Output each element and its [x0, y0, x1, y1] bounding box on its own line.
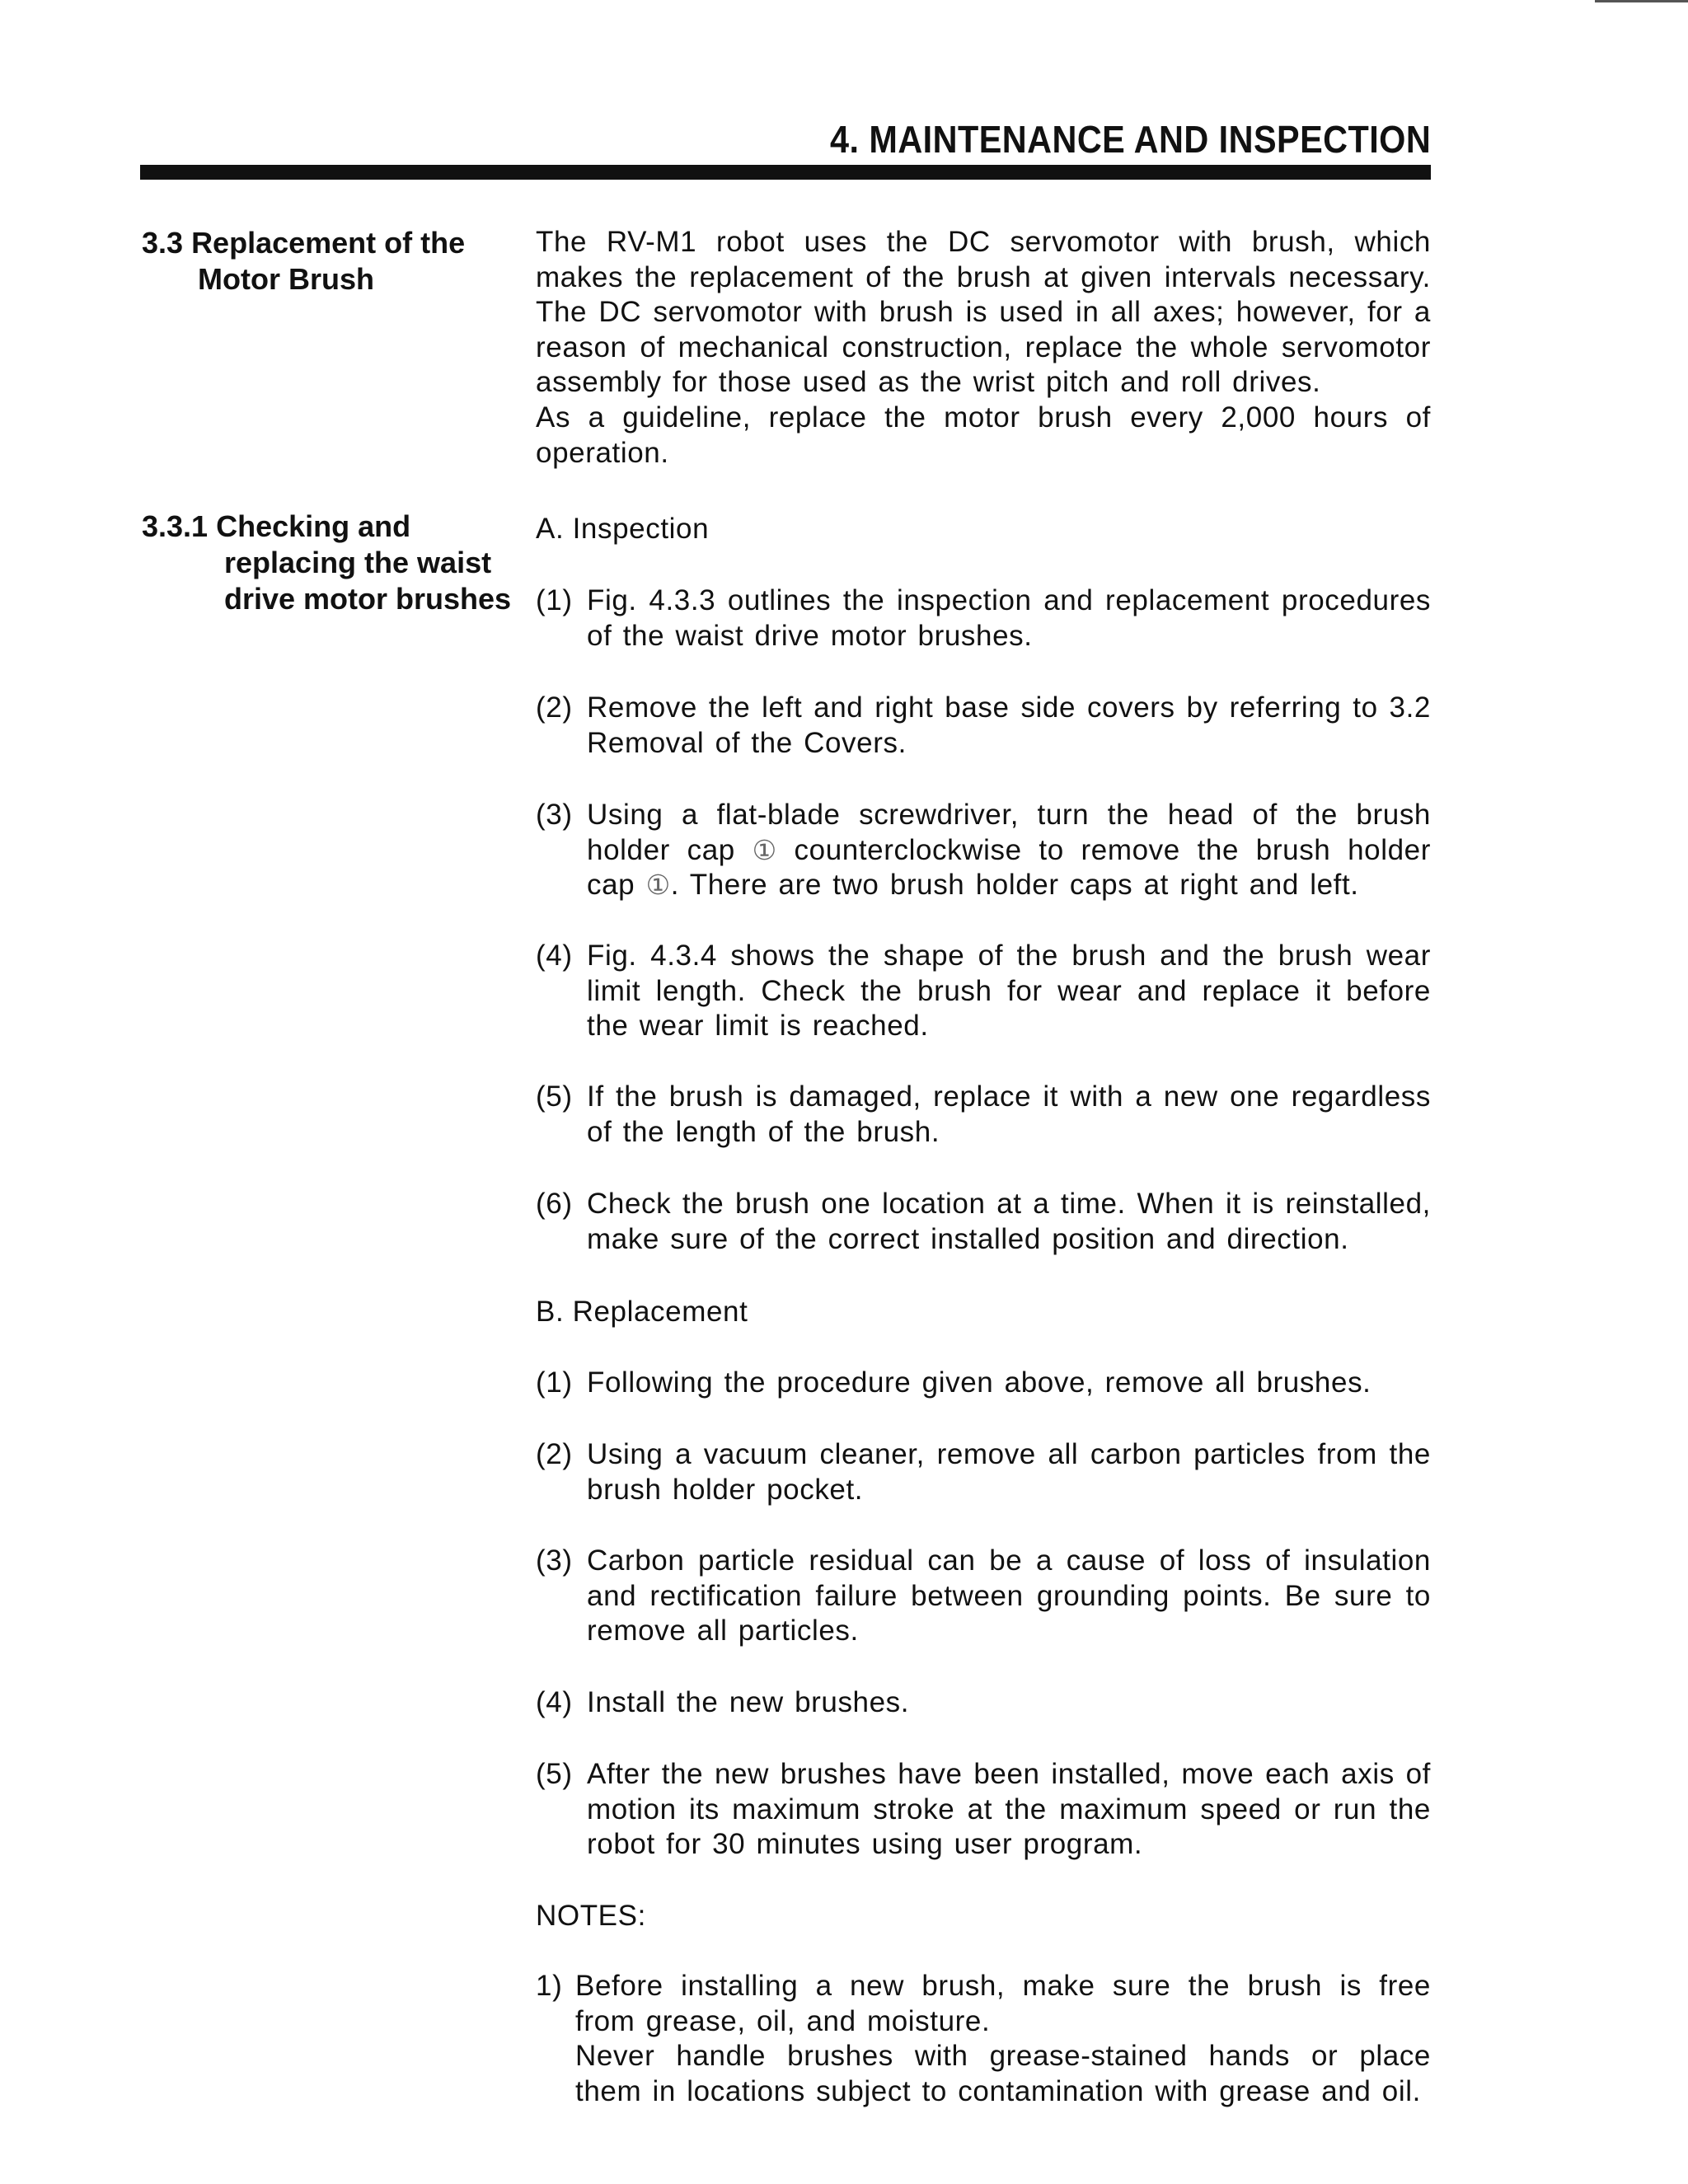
chapter-title: 4. MAINTENANCE AND INSPECTION	[829, 118, 1431, 161]
list-marker: (1)	[536, 584, 573, 616]
guideline-paragraph: As a guideline, replace the motor brush every 2,000 hours of operation.	[536, 401, 1431, 469]
list-item-text: Fig. 4.3.4 shows the shape of the brush and the brush wear limit length. Check the brush for wear and replace it before the wear limit is reached.	[587, 940, 1431, 1042]
note-item	[536, 1969, 1431, 2109]
list-item-text: After the new brushes have been installed, move each axis of motion its maximum stroke at the maximum speed or run the robot for 30 minutes using user program.	[587, 1758, 1431, 1860]
list-marker: (5)	[536, 1080, 573, 1113]
list-item	[536, 1544, 1431, 1649]
list-item-text: Check the brush one location at a time. When it is reinstalled, make sure of the correct installed position and direction.	[587, 1188, 1431, 1255]
text-run: counterclockwise to remove the brush holder cap	[587, 833, 1431, 901]
inspection-heading: A. Inspection	[536, 513, 710, 545]
list-item	[536, 691, 1431, 761]
section-title-line: Replacement of the	[191, 226, 466, 260]
section-paragraph: The RV-M1 robot uses the DC servomotor with brush, which makes the replacement of the brush at given intervals necessary. The DC servomotor with brush is used in all axes; however, for a reason of mechanical construction, replace the whole servomotor assembly for those used as the wrist pitch and roll drives.	[536, 226, 1431, 398]
section-title-line: drive motor brushes	[224, 582, 512, 616]
section-heading-3-3	[142, 225, 504, 298]
corner-rule	[1595, 0, 1688, 2]
list-marker: (2)	[536, 691, 573, 724]
section-number: 3.3	[142, 226, 184, 260]
list-item	[536, 1187, 1431, 1257]
note-text: Before installing a new brush, make sure the brush is free from grease, oil, and moisture.	[575, 1970, 1431, 2037]
list-item-text	[587, 798, 1431, 903]
list-marker: 1)	[536, 1970, 563, 2002]
list-item	[536, 1080, 1431, 1150]
circled-one-callout: ①	[752, 834, 777, 865]
list-item-text: Carbon particle residual can be a cause of loss of insulation and rectification failure between grounding points. Be sure to remove all particles.	[587, 1544, 1431, 1647]
list-item-text: If the brush is damaged, replace it with a new one regardless of the length of the brush.	[587, 1080, 1431, 1148]
list-item-text: Fig. 4.3.3 outlines the inspection and replacement procedures of the waist drive motor brushes.	[587, 584, 1431, 652]
replacement-heading: B. Replacement	[536, 1296, 748, 1328]
list-marker: (3)	[536, 1544, 573, 1577]
list-item-text: Install the new brushes.	[587, 1686, 910, 1718]
list-item	[536, 798, 1431, 903]
list-item	[536, 1366, 1431, 1401]
section-title-line: replacing the waist	[224, 546, 492, 579]
list-item-text: Remove the left and right base side covers by referring to 3.2 Removal of the Covers.	[587, 691, 1431, 759]
list-item-text: Using a vacuum cleaner, remove all carbon particles from the brush holder pocket.	[587, 1438, 1431, 1506]
list-item	[536, 583, 1431, 654]
section-heading-3-3-1	[142, 509, 512, 617]
circled-one-callout: ①	[645, 869, 671, 900]
section-title-line: Checking and	[216, 509, 411, 543]
list-item	[536, 1757, 1431, 1863]
text-run: Using a flat-blade screwdriver, turn the head of the brush holder cap	[587, 799, 1431, 866]
section-number: 3.3.1	[142, 509, 209, 543]
note-text: Never handle brushes with grease-stained hands or place them in locations subject to contamination with grease and oil.	[575, 2040, 1431, 2107]
list-item	[536, 939, 1431, 1044]
notes-heading: NOTES:	[536, 1900, 646, 1932]
text-run: . There are two brush holder caps at right and left.	[670, 869, 1359, 901]
list-item-text: Following the procedure given above, remove all brushes.	[587, 1366, 1372, 1399]
list-marker: (1)	[536, 1366, 573, 1399]
list-item	[536, 1437, 1431, 1507]
list-marker: (6)	[536, 1188, 573, 1220]
list-marker: (4)	[536, 1686, 573, 1718]
list-marker: (4)	[536, 940, 573, 972]
list-item	[536, 1685, 1431, 1721]
list-marker: (2)	[536, 1438, 573, 1470]
section-title-line: Motor Brush	[198, 262, 374, 296]
header-rule	[140, 165, 1431, 180]
list-marker: (5)	[536, 1758, 573, 1790]
list-marker: (3)	[536, 799, 573, 831]
